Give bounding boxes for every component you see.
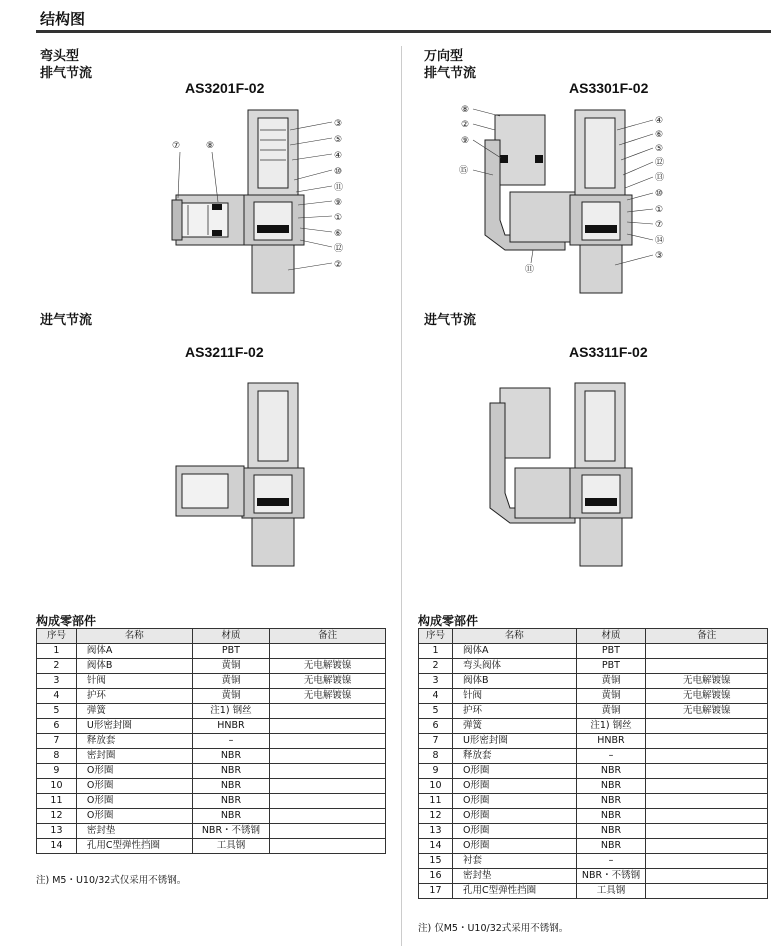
model-as3211f: AS3211F-02 xyxy=(185,344,264,360)
table-cell: O形圈 xyxy=(452,839,576,854)
table-cell: 黄铜 xyxy=(576,674,646,689)
table-row xyxy=(37,674,386,689)
table-cell: 无电解镀镍 xyxy=(270,689,386,704)
table-row xyxy=(37,659,386,674)
table-cell xyxy=(270,764,386,779)
table-row xyxy=(419,869,768,884)
table-row xyxy=(37,794,386,809)
table-row xyxy=(419,809,768,824)
table-cell: NBR・不锈钢 xyxy=(192,824,270,839)
table-cell xyxy=(270,809,386,824)
table-row xyxy=(419,689,768,704)
table-cell xyxy=(646,734,768,749)
page-title: 结构图 xyxy=(40,10,86,28)
table-row xyxy=(419,749,768,764)
table-cell: 工具钢 xyxy=(192,839,270,854)
table-cell: 4 xyxy=(419,689,453,704)
table-cell: 黄铜 xyxy=(576,704,646,719)
table-cell: O形圈 xyxy=(76,794,192,809)
table-title-right: 构成零部件 xyxy=(418,614,479,628)
table-cell xyxy=(646,659,768,674)
table-row xyxy=(37,749,386,764)
table-row xyxy=(419,854,768,869)
table-cell: 9 xyxy=(419,764,453,779)
drawing-as3211f xyxy=(160,378,320,578)
table-row xyxy=(37,839,386,854)
table-cell xyxy=(270,824,386,839)
callout-label: ② xyxy=(461,120,470,130)
table-row xyxy=(37,779,386,794)
callout-label: ⑩ xyxy=(334,167,343,177)
table-cell: 无电解镀镍 xyxy=(646,704,768,719)
table-cell: 8 xyxy=(419,749,453,764)
callout-label: ② xyxy=(334,260,343,270)
callout-label: ③ xyxy=(655,251,664,261)
table-row xyxy=(419,719,768,734)
table-cell: 1 xyxy=(419,644,453,659)
table-row xyxy=(419,884,768,899)
callout-label: ⑮ xyxy=(459,166,469,176)
callout-label: ⑭ xyxy=(655,236,665,246)
table-cell: PBT xyxy=(192,644,270,659)
column-header: 序号 xyxy=(419,629,453,644)
exhaust-label-right: 排气节流 xyxy=(424,66,477,81)
table-cell: NBR xyxy=(192,809,270,824)
callout-label: ⑨ xyxy=(461,136,470,146)
table-cell: – xyxy=(192,734,270,749)
table-cell: O形圈 xyxy=(76,809,192,824)
table-row xyxy=(419,674,768,689)
drawing-as3201f xyxy=(160,100,360,300)
table-cell xyxy=(646,779,768,794)
table-cell: 黄铜 xyxy=(192,659,270,674)
table-cell: 释放套 xyxy=(76,734,192,749)
parts-table-left xyxy=(36,628,386,854)
table-cell: 阀体B xyxy=(76,659,192,674)
table-cell: U形密封圈 xyxy=(452,734,576,749)
table-cell: 衬套 xyxy=(452,854,576,869)
table-cell xyxy=(646,644,768,659)
callout-label: ⑩ xyxy=(655,189,664,199)
table-cell: NBR xyxy=(192,764,270,779)
callout-label: ③ xyxy=(334,119,343,129)
callout-label: ⑤ xyxy=(655,144,664,154)
drawing-as3311f xyxy=(485,378,645,578)
table-cell: O形圈 xyxy=(452,824,576,839)
table-cell: 14 xyxy=(37,839,77,854)
callout-label: ⑥ xyxy=(334,229,343,239)
table-cell xyxy=(646,839,768,854)
table-note-right: 注) 仅M5・U10/32式采用不锈钢。 xyxy=(418,923,569,934)
table-cell: NBR xyxy=(576,794,646,809)
table-cell: O形圈 xyxy=(76,764,192,779)
table-cell: 护环 xyxy=(76,689,192,704)
table-row xyxy=(419,734,768,749)
table-cell: 15 xyxy=(419,854,453,869)
callout-label: ⑪ xyxy=(525,265,535,275)
table-row xyxy=(419,839,768,854)
table-row xyxy=(37,764,386,779)
table-cell: O形圈 xyxy=(76,779,192,794)
table-cell xyxy=(646,884,768,899)
callout-label: ⑫ xyxy=(655,158,665,168)
table-cell xyxy=(646,824,768,839)
table-cell: 注1) 钢丝 xyxy=(192,704,270,719)
table-cell: 弹簧 xyxy=(452,719,576,734)
drawing-as3301f xyxy=(455,100,675,300)
table-row xyxy=(37,644,386,659)
model-as3201f: AS3201F-02 xyxy=(185,80,265,96)
table-cell xyxy=(270,779,386,794)
table-cell: NBR xyxy=(576,764,646,779)
table-cell: 3 xyxy=(419,674,453,689)
table-cell: 阀体B xyxy=(452,674,576,689)
table-cell xyxy=(270,749,386,764)
table-cell xyxy=(646,869,768,884)
table-cell: 7 xyxy=(419,734,453,749)
table-cell: 注1) 钢丝 xyxy=(576,719,646,734)
table-cell: 13 xyxy=(419,824,453,839)
universal-type-label: 万向型 xyxy=(424,49,464,64)
table-cell xyxy=(270,719,386,734)
table-cell: 密封垫 xyxy=(76,824,192,839)
table-cell: 无电解镀镍 xyxy=(270,674,386,689)
table-cell: 无电解镀镍 xyxy=(646,689,768,704)
table-cell: O形圈 xyxy=(452,779,576,794)
table-cell: 黄铜 xyxy=(192,674,270,689)
table-cell: 弹簧 xyxy=(76,704,192,719)
table-cell: 针阀 xyxy=(452,689,576,704)
column-header: 序号 xyxy=(37,629,77,644)
callout-label: ⑦ xyxy=(172,141,181,151)
table-cell xyxy=(646,794,768,809)
column-header: 名称 xyxy=(76,629,192,644)
table-cell: PBT xyxy=(576,644,646,659)
table-row xyxy=(419,704,768,719)
table-cell: HNBR xyxy=(192,719,270,734)
callout-label: ⑬ xyxy=(655,173,665,183)
table-cell: 12 xyxy=(419,809,453,824)
table-cell: NBR xyxy=(192,779,270,794)
table-cell: O形圈 xyxy=(452,764,576,779)
callout-label: ⑨ xyxy=(334,198,343,208)
table-cell: 14 xyxy=(419,839,453,854)
callout-label: ⑤ xyxy=(334,135,343,145)
table-cell xyxy=(646,764,768,779)
model-as3301f: AS3301F-02 xyxy=(569,80,649,96)
table-title-left: 构成零部件 xyxy=(36,614,97,628)
table-cell: 1 xyxy=(37,644,77,659)
table-cell xyxy=(270,704,386,719)
column-header: 名称 xyxy=(452,629,576,644)
callout-label: ① xyxy=(334,213,343,223)
table-cell: 释放套 xyxy=(452,749,576,764)
table-cell: 阀体A xyxy=(76,644,192,659)
table-cell: 8 xyxy=(37,749,77,764)
table-cell: 3 xyxy=(37,674,77,689)
table-cell: HNBR xyxy=(576,734,646,749)
table-cell: 6 xyxy=(37,719,77,734)
table-cell: U形密封圈 xyxy=(76,719,192,734)
table-cell: 黄铜 xyxy=(192,689,270,704)
table-cell: 密封垫 xyxy=(452,869,576,884)
table-cell: 17 xyxy=(419,884,453,899)
table-cell: 7 xyxy=(37,734,77,749)
table-cell: 5 xyxy=(419,704,453,719)
table-row xyxy=(37,734,386,749)
table-cell: NBR xyxy=(576,809,646,824)
callout-label: ⑪ xyxy=(334,183,344,193)
table-cell: 10 xyxy=(37,779,77,794)
table-cell: 弯头阀体 xyxy=(452,659,576,674)
table-cell: 2 xyxy=(419,659,453,674)
table-cell: 11 xyxy=(419,794,453,809)
model-as3311f: AS3311F-02 xyxy=(569,344,648,360)
table-row xyxy=(37,719,386,734)
table-cell xyxy=(646,749,768,764)
table-cell xyxy=(646,809,768,824)
table-cell xyxy=(646,854,768,869)
table-row xyxy=(37,689,386,704)
table-cell: 16 xyxy=(419,869,453,884)
table-cell: 密封圈 xyxy=(76,749,192,764)
intake-label-left: 进气节流 xyxy=(40,313,93,328)
parts-table-right xyxy=(418,628,768,899)
table-cell xyxy=(646,719,768,734)
table-cell: 5 xyxy=(37,704,77,719)
table-cell xyxy=(270,839,386,854)
table-row xyxy=(37,824,386,839)
table-cell xyxy=(270,644,386,659)
table-cell: NBR xyxy=(192,794,270,809)
table-cell: – xyxy=(576,749,646,764)
table-cell: 10 xyxy=(419,779,453,794)
table-row xyxy=(419,644,768,659)
table-cell: 13 xyxy=(37,824,77,839)
column-header: 备注 xyxy=(646,629,768,644)
table-cell: 孔用C型弹性挡圈 xyxy=(452,884,576,899)
column-divider xyxy=(401,46,402,946)
column-header: 材质 xyxy=(576,629,646,644)
table-cell: 护环 xyxy=(452,704,576,719)
table-cell: 9 xyxy=(37,764,77,779)
table-row xyxy=(37,809,386,824)
table-cell: 4 xyxy=(37,689,77,704)
table-cell: NBR xyxy=(576,779,646,794)
bend-type-label: 弯头型 xyxy=(40,49,80,64)
table-cell: NBR xyxy=(576,824,646,839)
table-cell: 12 xyxy=(37,809,77,824)
table-cell: 2 xyxy=(37,659,77,674)
table-cell xyxy=(270,794,386,809)
column-header: 材质 xyxy=(192,629,270,644)
table-cell: 无电解镀镍 xyxy=(270,659,386,674)
table-cell: NBR xyxy=(576,839,646,854)
table-row xyxy=(419,779,768,794)
title-rule xyxy=(36,30,771,33)
table-note-left: 注) M5・U10/32式仅采用不锈钢。 xyxy=(36,875,187,886)
table-cell: O形圈 xyxy=(452,809,576,824)
table-row xyxy=(419,824,768,839)
callout-label: ⑧ xyxy=(461,105,470,115)
exhaust-label-left: 排气节流 xyxy=(40,66,93,81)
callout-label: ① xyxy=(655,205,664,215)
table-cell: 工具钢 xyxy=(576,884,646,899)
callout-label: ⑥ xyxy=(655,130,664,140)
table-cell: 针阀 xyxy=(76,674,192,689)
table-cell: 6 xyxy=(419,719,453,734)
table-row xyxy=(419,659,768,674)
intake-label-right: 进气节流 xyxy=(424,313,477,328)
table-cell xyxy=(270,734,386,749)
table-cell: 黄铜 xyxy=(576,689,646,704)
table-cell: NBR xyxy=(192,749,270,764)
callout-label: ⑫ xyxy=(334,244,344,254)
table-cell: 孔用C型弹性挡圈 xyxy=(76,839,192,854)
table-row xyxy=(419,764,768,779)
table-cell: NBR・不锈钢 xyxy=(576,869,646,884)
table-cell: 无电解镀镍 xyxy=(646,674,768,689)
table-cell: 11 xyxy=(37,794,77,809)
callout-label: ④ xyxy=(334,151,343,161)
table-cell: PBT xyxy=(576,659,646,674)
table-cell: 阀体A xyxy=(452,644,576,659)
column-header: 备注 xyxy=(270,629,386,644)
table-row xyxy=(419,794,768,809)
callout-label: ⑦ xyxy=(655,220,664,230)
table-cell: – xyxy=(576,854,646,869)
table-row xyxy=(37,704,386,719)
callout-label: ④ xyxy=(655,116,664,126)
table-cell: O形圈 xyxy=(452,794,576,809)
callout-label: ⑧ xyxy=(206,141,215,151)
